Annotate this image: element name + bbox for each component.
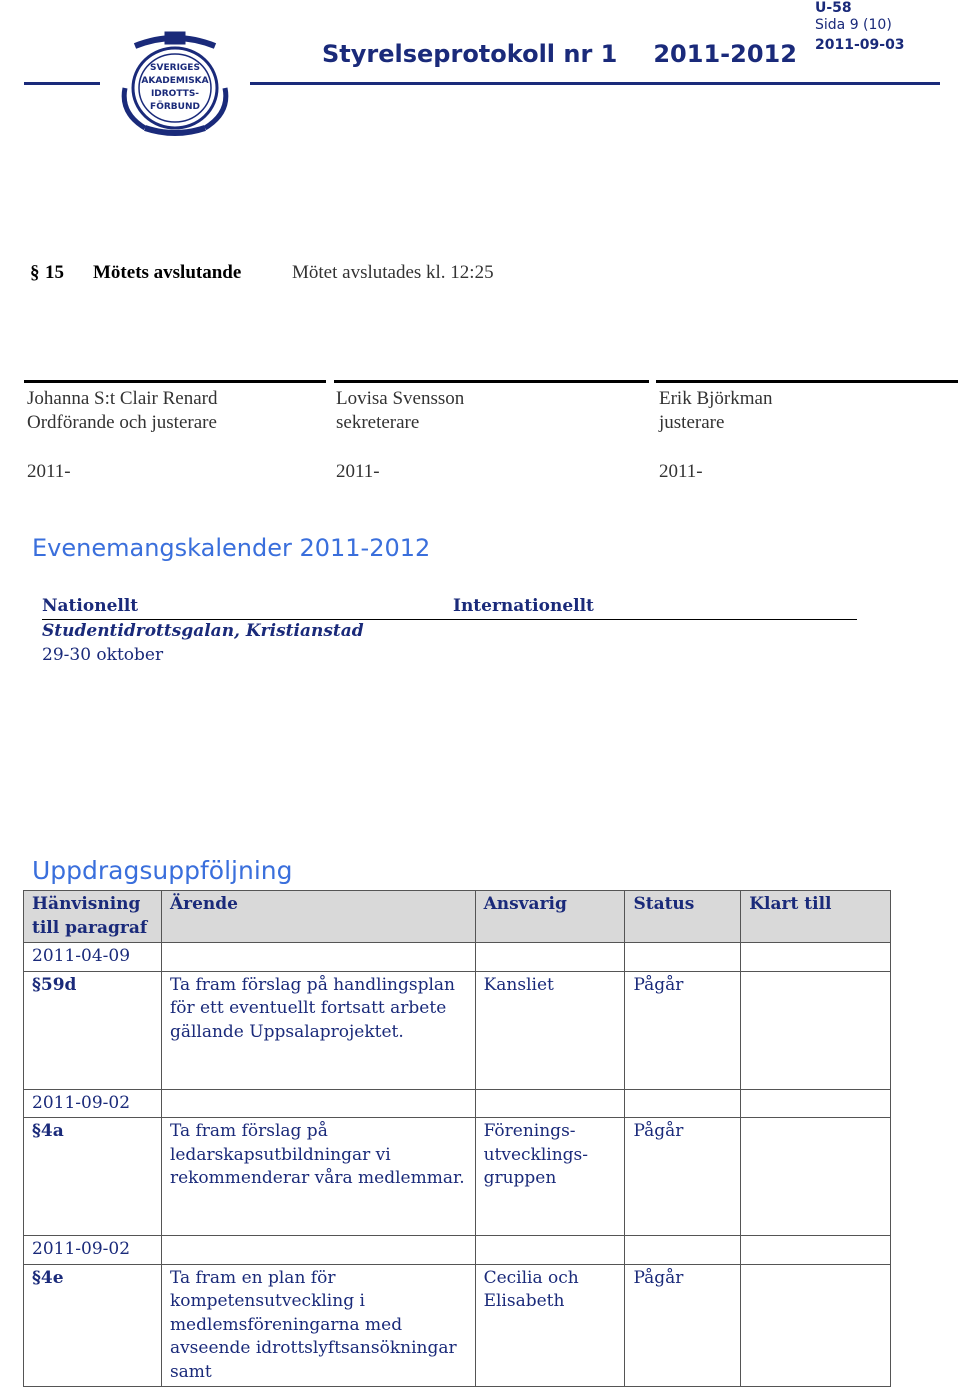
row-date: 2011-04-09 bbox=[24, 943, 162, 972]
row-done-by bbox=[741, 971, 891, 1089]
signatory-role: justerare bbox=[659, 412, 725, 433]
followup-table bbox=[23, 890, 891, 1387]
row-ref: §4e bbox=[24, 1264, 162, 1387]
association-logo bbox=[115, 28, 235, 138]
row-ref: §4a bbox=[24, 1118, 162, 1236]
table-row-date bbox=[24, 943, 891, 972]
row-responsible: Cecilia och Elisabeth bbox=[475, 1264, 625, 1387]
signature-block-2 bbox=[336, 387, 464, 435]
section-title: Mötets avslutande bbox=[93, 262, 242, 283]
row-status: Pågår bbox=[625, 1264, 741, 1387]
row-ref: §59d bbox=[24, 971, 162, 1089]
table-row bbox=[24, 1264, 891, 1387]
signatory-name: Johanna S:t Clair Renard bbox=[27, 388, 218, 409]
document-date: 2011-09-03 bbox=[815, 37, 905, 53]
logo-text-line-4: FÖRBUND bbox=[150, 102, 200, 112]
row-matter: Ta fram förslag på ledarskapsutbildningar vi rekommenderar våra medlemmar. bbox=[161, 1118, 475, 1236]
section-symbol: § bbox=[30, 262, 40, 283]
table-row-date bbox=[24, 1089, 891, 1118]
row-responsible: Kansliet bbox=[475, 971, 625, 1089]
signature-block-3 bbox=[659, 387, 772, 435]
row-responsible: Förenings-utvecklings-gruppen bbox=[475, 1118, 625, 1236]
header-rule-right bbox=[250, 82, 940, 85]
calendar-header-rule bbox=[42, 619, 857, 620]
signature-date-3: 2011- bbox=[659, 461, 703, 482]
document-title bbox=[322, 40, 833, 68]
document-title-main: Styrelseprotokoll nr 1 bbox=[322, 40, 618, 68]
section-text: Mötet avslutades kl. 12:25 bbox=[292, 262, 494, 283]
signatory-role: Ordförande och justerare bbox=[27, 412, 217, 433]
signature-date-1: 2011- bbox=[27, 461, 71, 482]
row-matter: Ta fram en plan för kompetensutveckling i medlemsföreningarna med avseende idrottslyftsansökningar samt bbox=[161, 1264, 475, 1387]
row-status: Pågår bbox=[625, 971, 741, 1089]
row-status: Pågår bbox=[625, 1118, 741, 1236]
page-number: Sida 9 (10) bbox=[815, 17, 892, 33]
logo-text-line-1: SVERIGES bbox=[150, 63, 200, 73]
table-row bbox=[24, 971, 891, 1089]
table-row-date bbox=[24, 1236, 891, 1265]
document-title-season: 2011-2012 bbox=[653, 40, 797, 68]
calendar-event-name: Studentidrottsgalan, Kristianstad bbox=[42, 621, 364, 641]
table-row bbox=[24, 1118, 891, 1236]
calendar-international-header: Internationellt bbox=[453, 596, 594, 616]
signature-line-1 bbox=[24, 380, 326, 383]
header-rule-left bbox=[24, 82, 100, 85]
column-header-matter: Ärende bbox=[161, 891, 475, 943]
signatory-role: sekreterare bbox=[336, 412, 420, 433]
calendar-event-date: 29-30 oktober bbox=[42, 645, 164, 665]
signatory-name: Erik Björkman bbox=[659, 388, 773, 409]
section-number: 15 bbox=[45, 262, 64, 283]
signature-line-2 bbox=[334, 380, 649, 383]
column-header-responsible: Ansvarig bbox=[475, 891, 625, 943]
row-matter: Ta fram förslag på handlingsplan för ett eventuellt fortsatt arbete gällande Uppsalaprojektet. bbox=[161, 971, 475, 1089]
calendar-national-header: Nationellt bbox=[42, 596, 139, 616]
column-header-ref: Hänvisning till paragraf bbox=[24, 891, 162, 943]
followup-heading: Uppdragsuppföljning bbox=[32, 856, 293, 885]
logo-text-line-2: AKADEMISKA bbox=[141, 76, 209, 86]
signatory-name: Lovisa Svensson bbox=[336, 388, 465, 409]
row-date: 2011-09-02 bbox=[24, 1089, 162, 1118]
row-date: 2011-09-02 bbox=[24, 1236, 162, 1265]
row-done-by bbox=[741, 1264, 891, 1387]
table-header-row bbox=[24, 891, 891, 943]
signature-block-1 bbox=[27, 387, 218, 435]
column-header-status: Status bbox=[625, 891, 741, 943]
column-header-done-by: Klart till bbox=[741, 891, 891, 943]
row-done-by bbox=[741, 1118, 891, 1236]
logo-text-line-3: IDROTTS- bbox=[150, 89, 200, 99]
document-code: U-58 bbox=[815, 0, 852, 16]
signature-date-2: 2011- bbox=[336, 461, 380, 482]
signature-line-3 bbox=[656, 380, 958, 383]
calendar-heading: Evenemangskalender 2011-2012 bbox=[32, 534, 431, 562]
